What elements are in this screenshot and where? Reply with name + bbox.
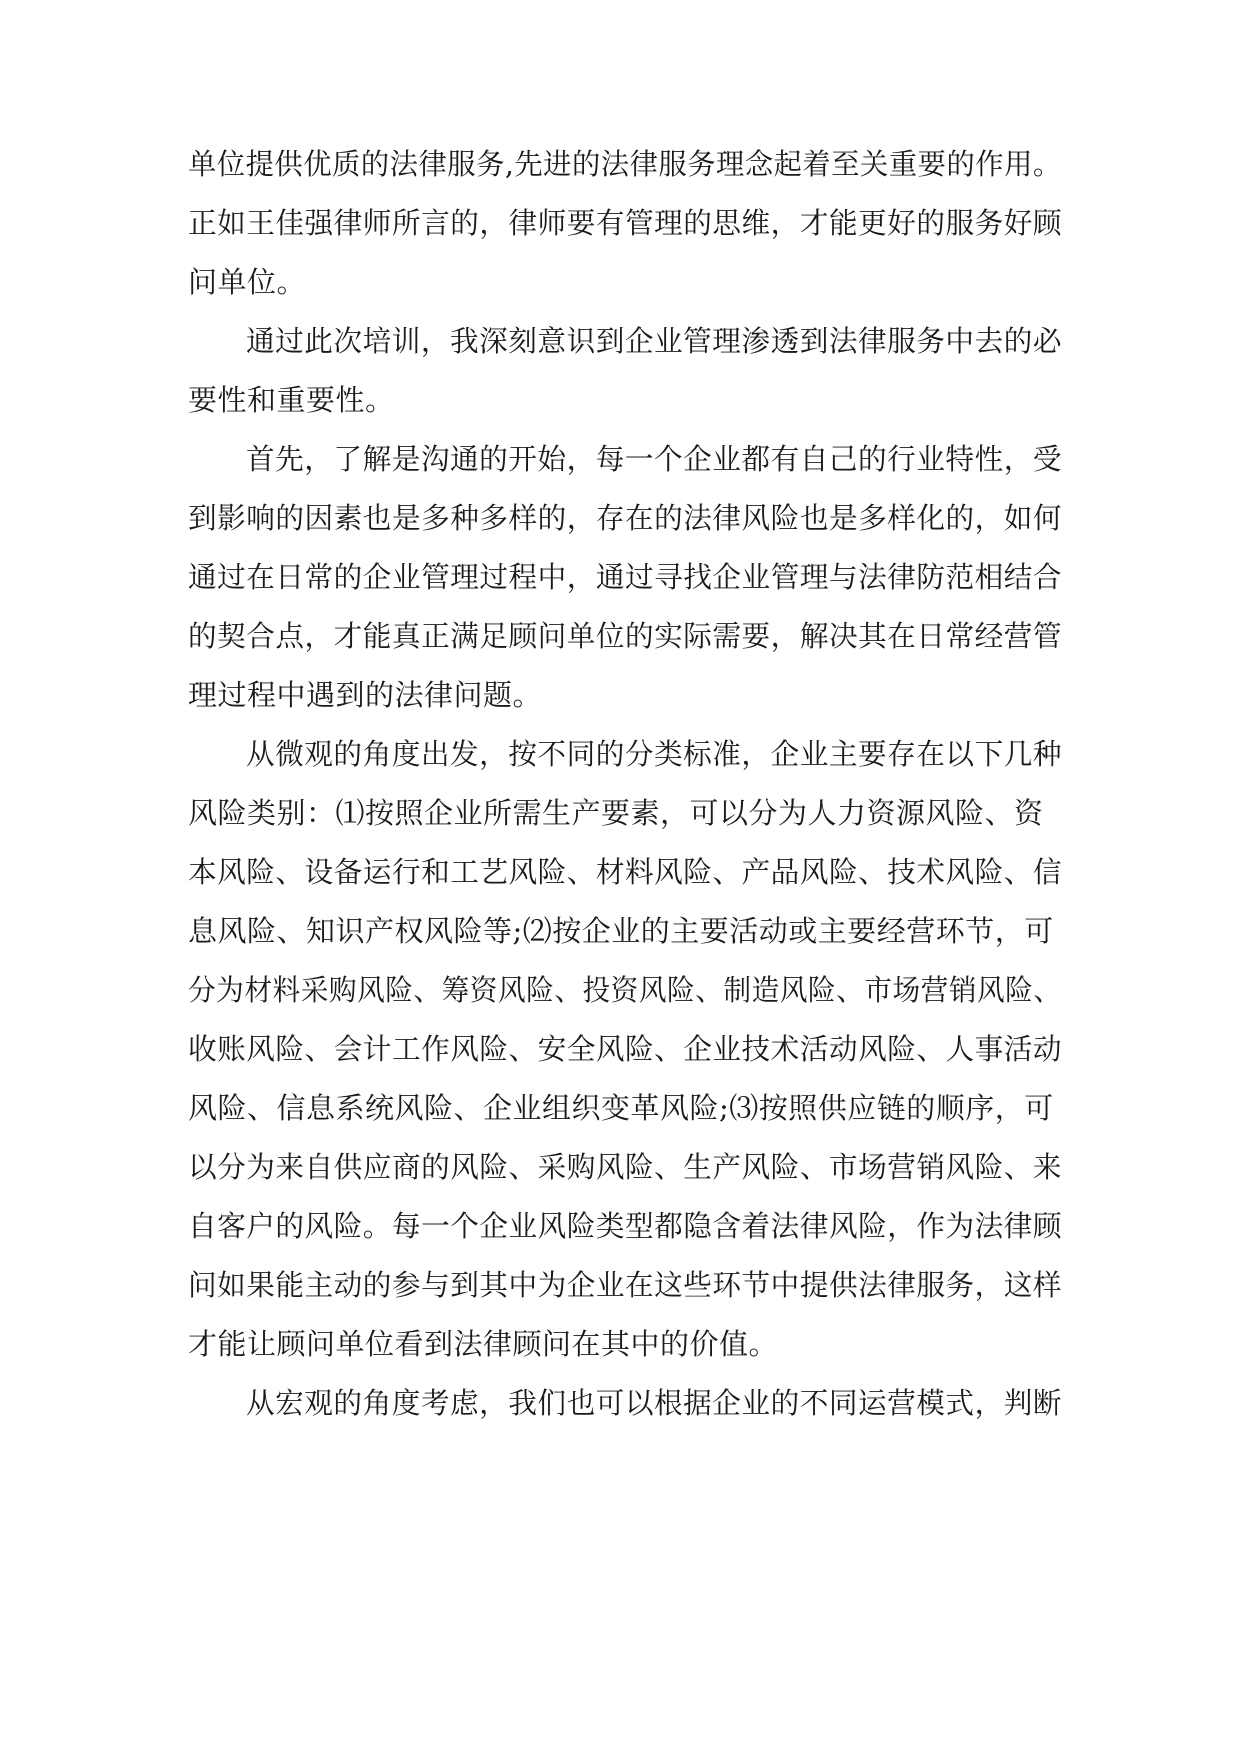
- text-line: 单位提供优质的法律服务,先进的法律服务理念起着至关重要的作用。: [188, 147, 1062, 181]
- text-line: 收账风险、会计工作风险、安全风险、企业技术活动风险、人事活动: [188, 1032, 1063, 1066]
- text-line: 本风险、设备运行和工艺风险、材料风险、产品风险、技术风险、信: [188, 855, 1063, 889]
- text-line: 问单位。: [188, 265, 307, 299]
- text-line: 正如王佳强律师所言的，律师要有管理的思维，才能更好的服务好顾: [188, 206, 1063, 240]
- text-line: 分为材料采购风险、筹资风险、投资风险、制造风险、市场营销风险、: [188, 973, 1062, 1007]
- paragraph-first-line: 从宏观的角度考虑，我们也可以根据企业的不同运营模式，判断: [246, 1386, 1063, 1420]
- text-line: 风险、信息系统风险、企业组织变革风险;⑶按照供应链的顺序，可: [188, 1091, 1054, 1125]
- text-line: 通过在日常的企业管理过程中，通过寻找企业管理与法律防范相结合: [188, 560, 1063, 594]
- text-line: 要性和重要性。: [188, 383, 395, 417]
- paragraph-first-line: 首先，了解是沟通的开始，每一个企业都有自己的行业特性，受: [246, 442, 1063, 476]
- paragraph-first-line: 通过此次培训，我深刻意识到企业管理渗透到法律服务中去的必: [246, 324, 1063, 358]
- text-line: 息风险、知识产权风险等;⑵按企业的主要活动或主要经营环节，可: [188, 914, 1054, 948]
- paragraph-first-line: 从微观的角度出发，按不同的分类标准，企业主要存在以下几种: [246, 737, 1063, 771]
- text-line: 的契合点，才能真正满足顾问单位的实际需要，解决其在日常经营管: [188, 619, 1063, 653]
- text-line: 风险类别：⑴按照企业所需生产要素，可以分为人力资源风险、资: [188, 796, 1044, 830]
- text-line: 问如果能主动的参与到其中为企业在这些环节中提供法律服务，这样: [188, 1268, 1063, 1302]
- text-line: 理过程中遇到的法律问题。: [188, 678, 543, 712]
- text-line: 自客户的风险。每一个企业风险类型都隐含着法律风险，作为法律顾: [188, 1209, 1063, 1243]
- text-line: 到影响的因素也是多种多样的，存在的法律风险也是多样化的，如何: [188, 501, 1063, 535]
- text-line: 才能让顾问单位看到法律顾问在其中的价值。: [188, 1327, 779, 1361]
- text-line: 以分为来自供应商的风险、采购风险、生产风险、市场营销风险、来: [188, 1150, 1063, 1184]
